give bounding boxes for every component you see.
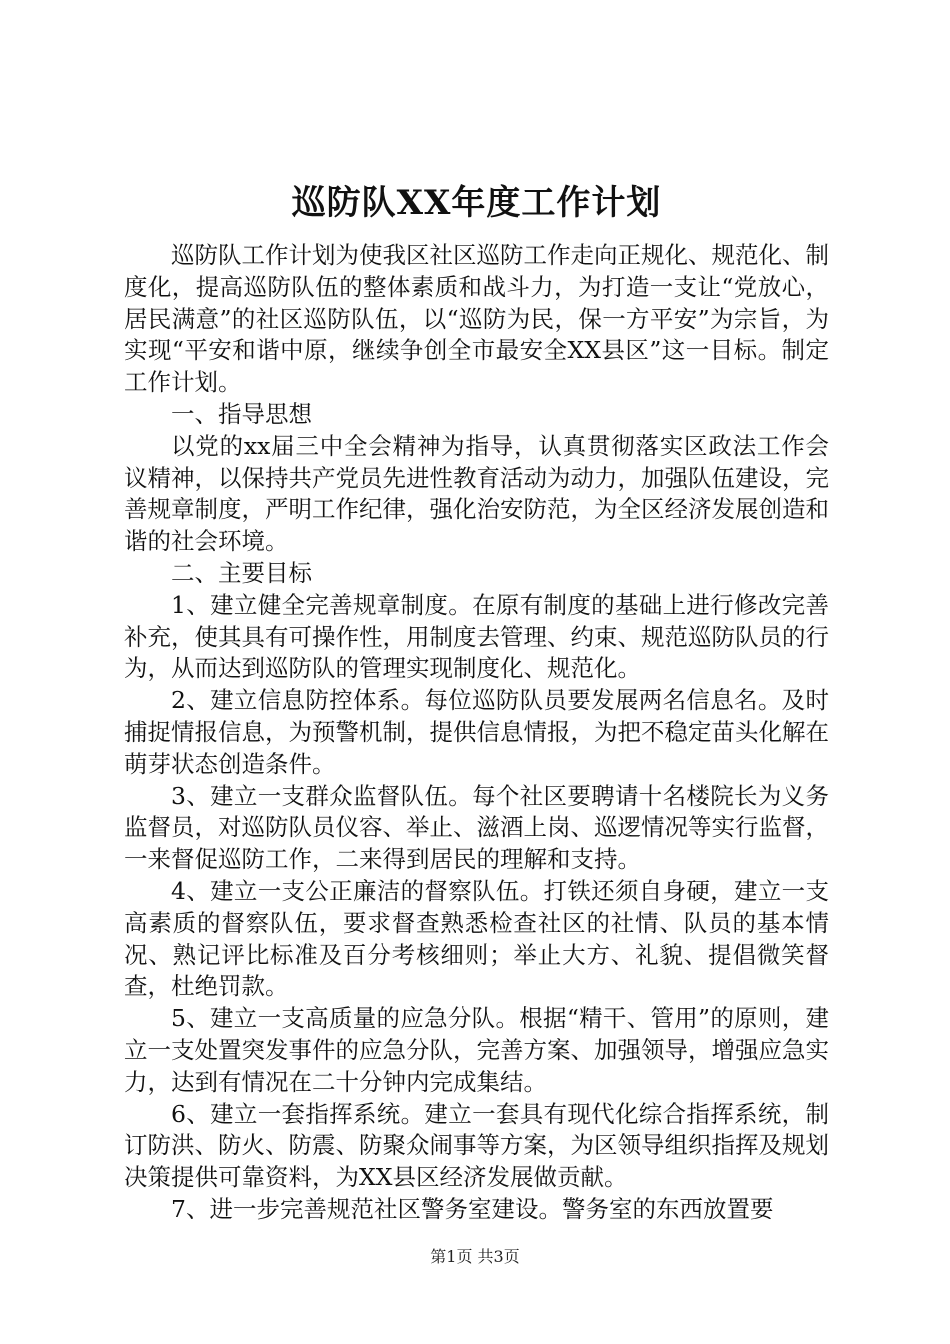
document-page — [124, 180, 829, 1226]
document-body — [124, 240, 829, 1226]
paragraph-goal-3: 3、建立一支群众监督队伍。每个社区要聘请十名楼院长为义务监督员，对巡防队员仪容、举止、滋酒上岗、巡逻情况等实行监督，一来督促巡防工作，二来得到居民的理解和支持。 — [124, 781, 829, 874]
paragraph-goal-4: 4、建立一支公正廉洁的督察队伍。打铁还须自身硬，建立一支高素质的督察队伍，要求督查熟悉检查社区的社情、队员的基本情况、熟记评比标准及百分考核细则；举止大方、礼貌、提倡微笑督查，杜绝罚款。 — [124, 876, 829, 1001]
paragraph-intro: 巡防队工作计划为使我区社区巡防工作走向正规化、规范化、制度化，提高巡防队伍的整体素质和战斗力，为打造一支让“党放心，居民满意”的社区巡防队伍，以“巡防为民，保一方平安”为宗旨，为实现“平安和谐中原，继续争创全市最安全XX县区”这一目标。制定工作计划。 — [124, 241, 829, 397]
paragraph-goal-1: 1、建立健全完善规章制度。在原有制度的基础上进行修改完善补充，使其具有可操作性，用制度去管理、约束、规范巡防队员的行为，从而达到巡防队的管理实现制度化、规范化。 — [124, 590, 829, 683]
paragraph-goal-2: 2、建立信息防控体系。每位巡防队员要发展两名信息名。及时捕捉情报信息，为预警机制，提供信息情报，为把不稳定苗头化解在萌芽状态创造条件。 — [124, 686, 829, 778]
page-number-footer: 第1页 共3页 — [430, 1247, 520, 1266]
section-heading-guiding-ideology: 一、指导思想 — [171, 399, 312, 428]
paragraph-goal-5: 5、建立一支高质量的应急分队。根据“精干、管用”的原则，建立一支处置突发事件的应急分队，完善方案、加强领导，增强应急实力，达到有情况在二十分钟内完成集结。 — [124, 1004, 829, 1096]
paragraph-goal-6: 6、建立一套指挥系统。建立一套具有现代化综合指挥系统，制订防洪、防火、防震、防聚众闹事等方案，为区领导组织指挥及规划决策提供可靠资料，为XX县区经济发展做贡献。 — [124, 1099, 829, 1192]
document-title: 巡防队XX年度工作计划 — [291, 183, 662, 223]
paragraph-guiding-ideology: 以党的xx届三中全会精神为指导，认真贯彻落实区政法工作会议精神，以保持共产党员先进性教育活动为动力，加强队伍建设，完善规章制度，严明工作纪律，强化治安防范，为全区经济发展创造和谐的社会环境。 — [124, 431, 829, 556]
paragraph-goal-7: 7、进一步完善规范社区警务室建设。警务室的东西放置要 — [171, 1194, 774, 1223]
section-heading-main-goals: 二、主要目标 — [171, 558, 312, 587]
